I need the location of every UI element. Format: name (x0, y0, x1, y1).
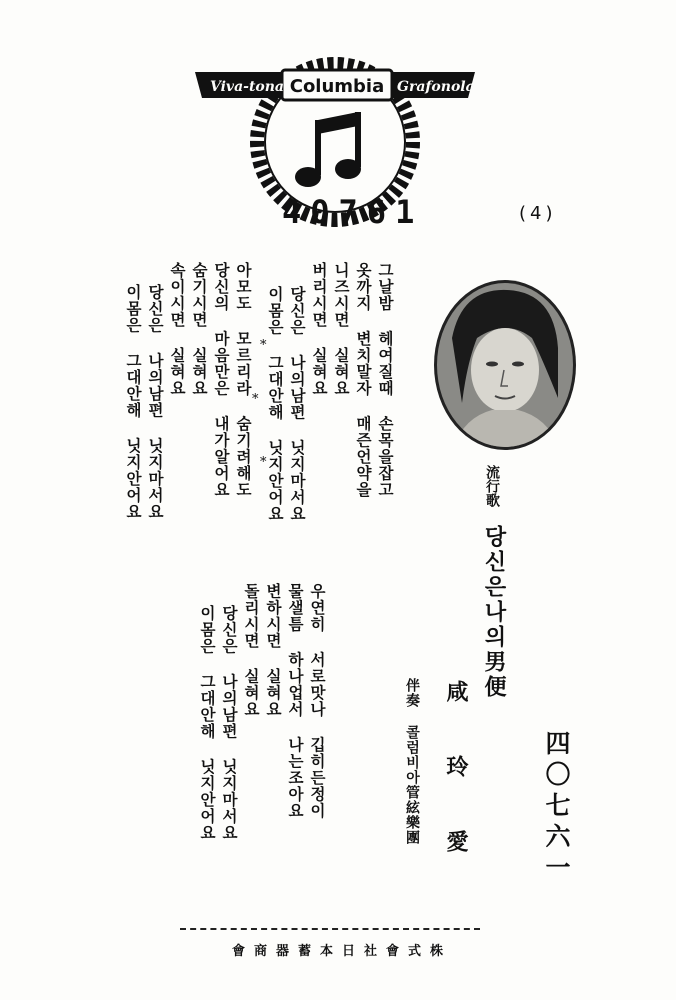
verse2-line: 이몸은 그대안해 닛지안어요 (198, 605, 216, 841)
verse2-line: 돌리시면 실혀요 (242, 583, 260, 718)
verse1-line: 버리시면 실혀요 (310, 262, 328, 397)
verse1-line: 당신은 나의남편 닛지마서요 (288, 286, 306, 522)
page-number: (4) (519, 203, 557, 224)
verse2-line: 우연히 서로맛나 깁히든정이 (308, 583, 326, 819)
verse2-line: 당신은 나의남편 닛지마서요 (220, 605, 238, 841)
verse1-line: 이몸은 그대안해 닛지안어요 (266, 286, 284, 522)
singer-portrait (432, 278, 578, 452)
footer-divider (180, 928, 480, 930)
verse1-line: 옷까지 변치말자 매즌언약을 (354, 262, 372, 498)
catalog-number-hanja: 四〇七六一 (542, 730, 571, 885)
chorus-line: 속이시면 실혀요 (168, 262, 186, 397)
chorus-line: 숨기시면 실혀요 (190, 262, 208, 397)
logo-brand: Columbia (289, 76, 385, 97)
verse2-line: 물샐틈 하나업서 나는조아요 (286, 583, 304, 819)
accompaniment: 伴奏 콜럼비아管絃樂團 (404, 678, 420, 845)
genre-label: 流行歌 (484, 465, 500, 507)
verse2-line: 변하시면 실혀요 (264, 583, 282, 718)
chorus-marker: * (260, 338, 267, 353)
chorus-line: 아모도 모르리라 숨기려해도 (234, 262, 252, 498)
chorus-line: 당신의 마음만은 내가알어요 (212, 262, 230, 498)
verse1-line: 그날밤 헤여질때 손목을잡고 (376, 262, 394, 498)
logo-left-text: Viva-tonal (210, 79, 290, 95)
chorus-line: 이몸은 그대안해 닛지안어요 (124, 284, 142, 520)
chorus-line: 당신은 나의남편 닛지마서요 (146, 284, 164, 520)
record-number: 40761 (282, 193, 424, 231)
footer-company: 會商器蓄本日社會式株 (232, 944, 453, 959)
logo-right-text: Grafonola (397, 79, 475, 95)
verse1-line: 니즈시면 실혀요 (332, 262, 350, 397)
chorus-marker: * (260, 455, 267, 470)
chorus-marker: * (252, 392, 259, 407)
singer-name: 咸 玲 愛 (443, 680, 468, 866)
song-title: 당신은나의男便 (481, 525, 506, 700)
